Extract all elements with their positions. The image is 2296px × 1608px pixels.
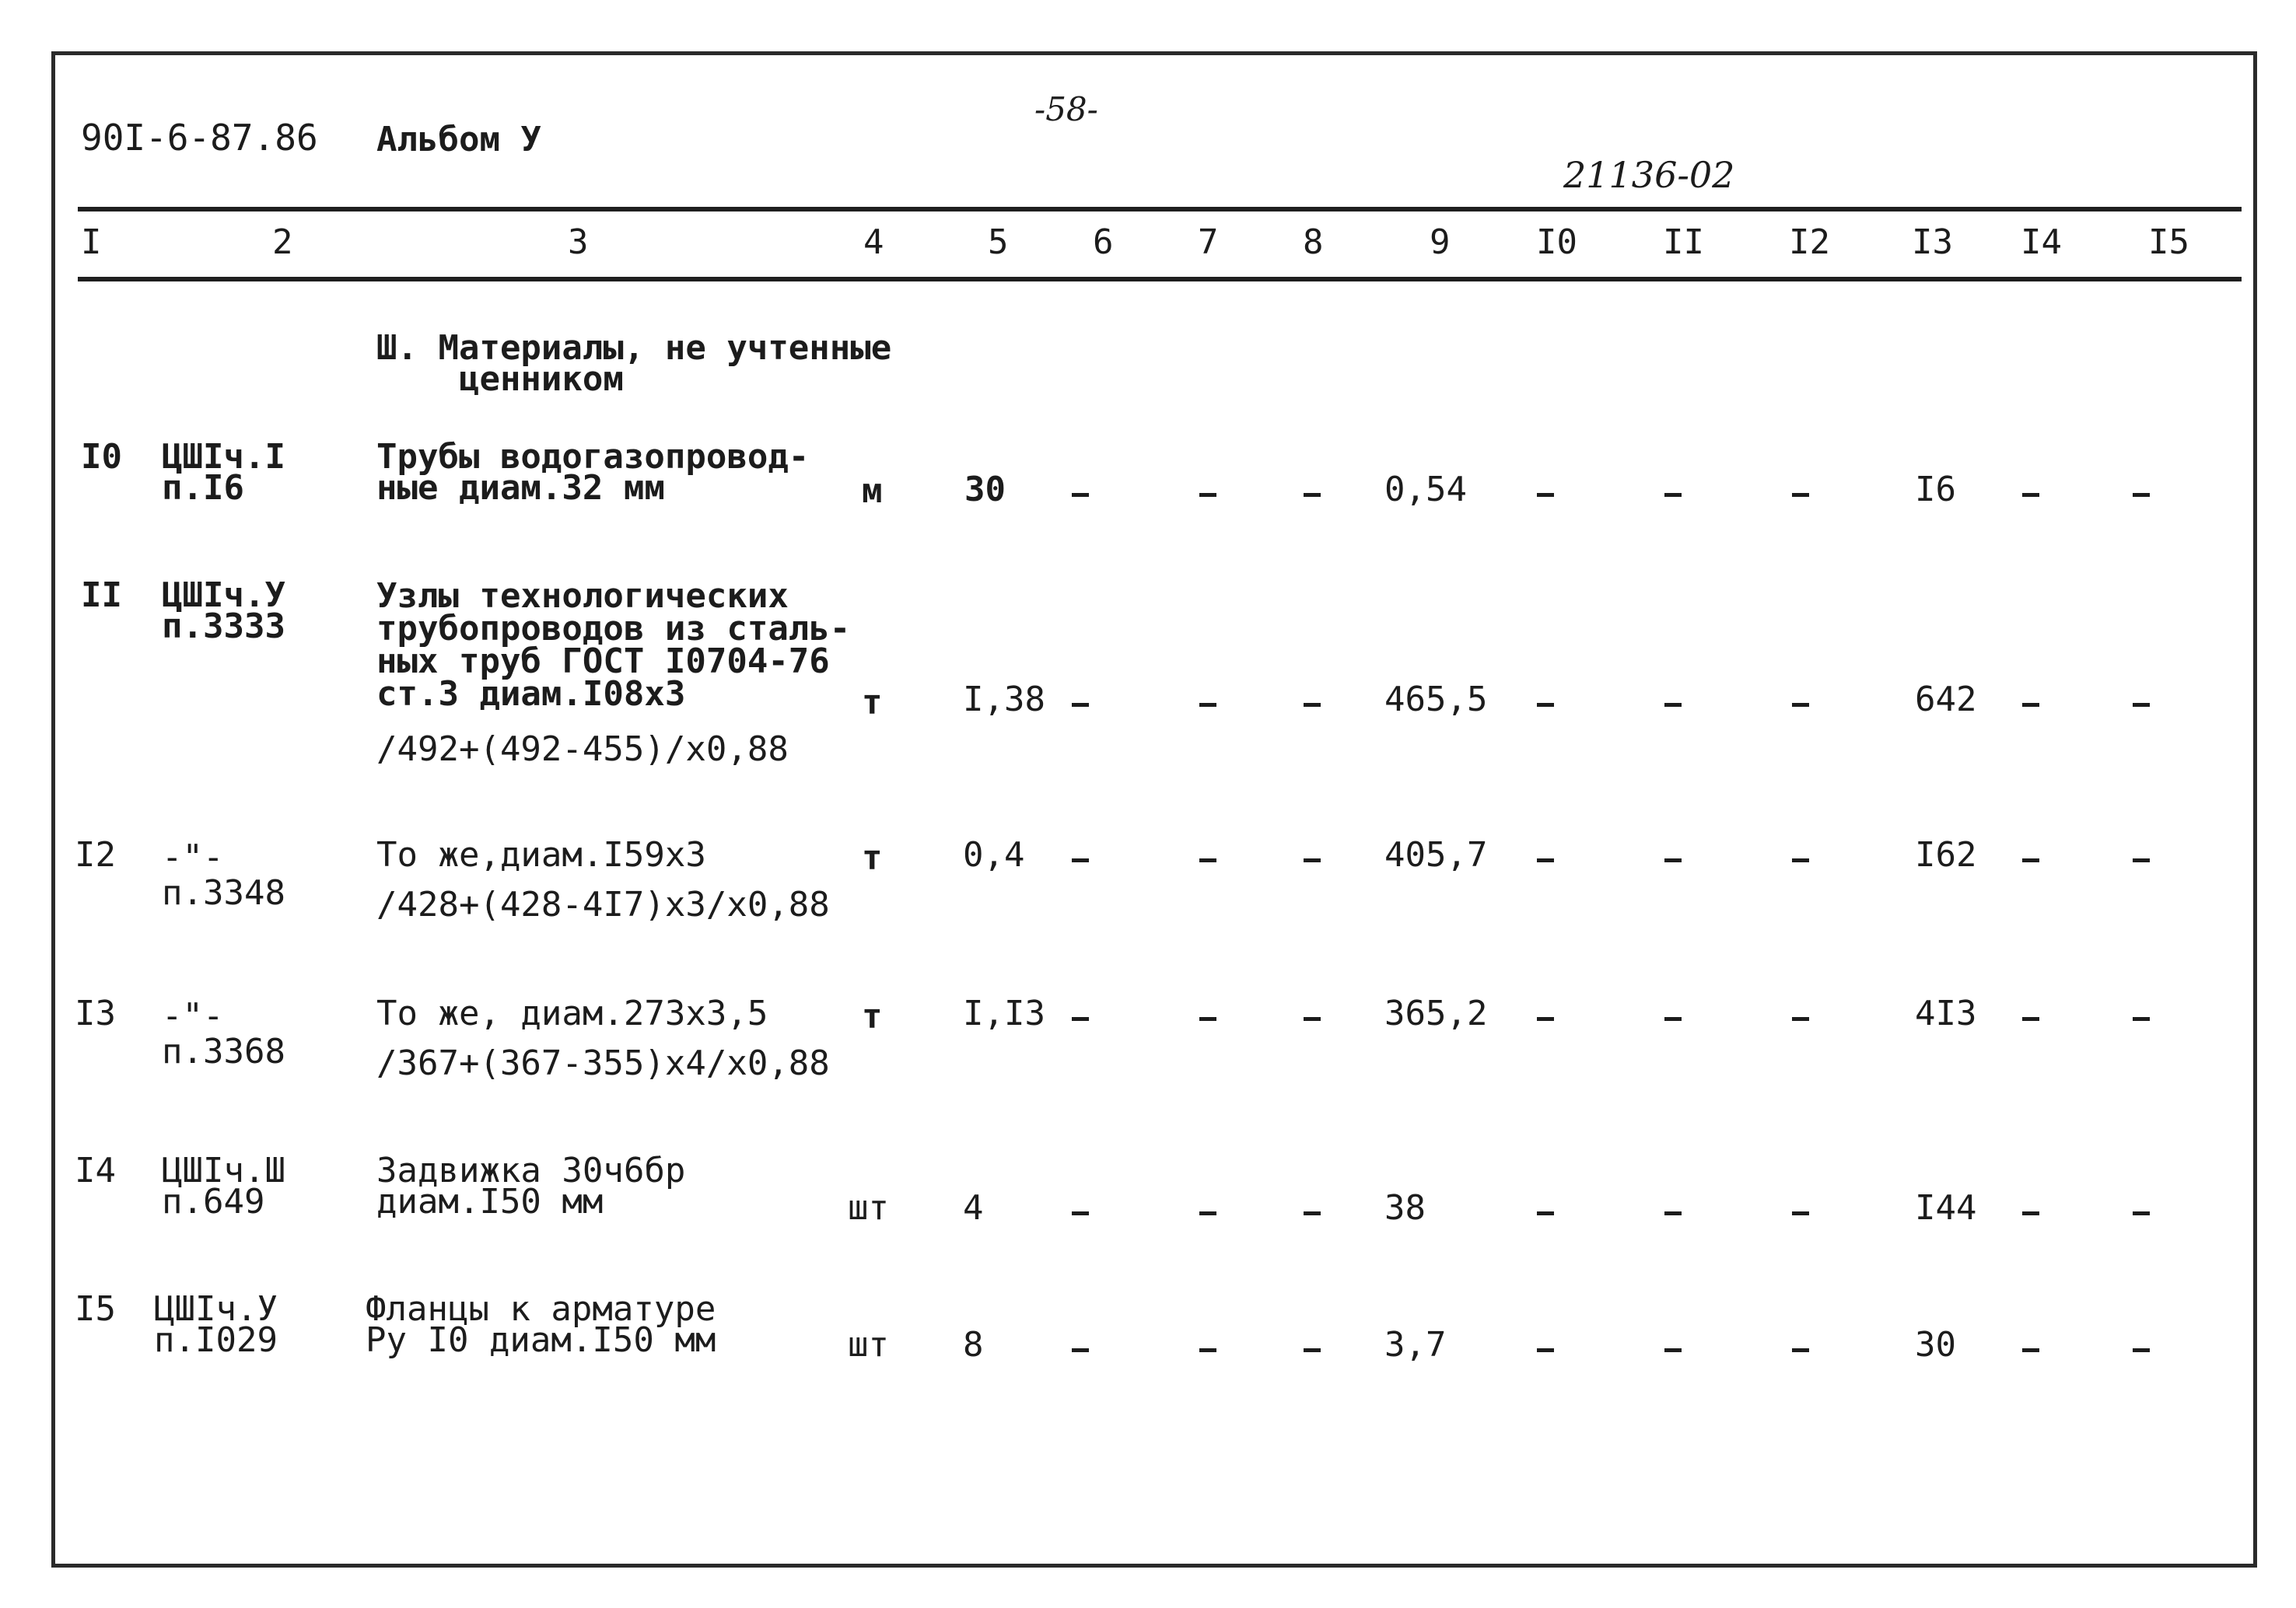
empty-dash	[1304, 858, 1321, 862]
row-description: Задвижка 30ч6бр диам.I50 мм	[376, 1151, 686, 1222]
row-unit: т	[862, 683, 883, 722]
header-rule-top	[78, 207, 2242, 211]
empty-dash	[1072, 1017, 1089, 1021]
empty-dash	[1072, 1211, 1089, 1215]
row-number: I3	[75, 994, 116, 1033]
row-quantity: 0,4	[963, 835, 1025, 875]
header-rule-bottom	[78, 277, 2242, 281]
row-unit: шт	[848, 1188, 889, 1228]
row-quantity: I,I3	[963, 994, 1045, 1033]
row-reference: ЦШIч.I п.I6	[162, 437, 285, 508]
empty-dash	[1664, 1017, 1682, 1021]
column-number: 6	[1093, 222, 1114, 262]
empty-dash	[1199, 1348, 1216, 1352]
row-reference: -"- п.3368	[162, 996, 285, 1071]
row-description: То же,диам.I59x3	[376, 835, 706, 875]
empty-dash	[1537, 703, 1554, 707]
row-description: Фланцы к арматуре Ру I0 диам.I50 мм	[366, 1289, 716, 1360]
empty-dash	[2133, 1348, 2150, 1352]
empty-dash	[1072, 703, 1089, 707]
row-number: I0	[81, 437, 122, 477]
column-number: 5	[988, 222, 1009, 262]
row-unit: т	[862, 838, 883, 878]
row-total: 4I3	[1915, 994, 1977, 1033]
album-label: Альбом У	[376, 120, 541, 159]
empty-dash	[1537, 493, 1554, 497]
empty-dash	[1199, 703, 1216, 707]
column-number: 7	[1198, 222, 1219, 262]
row-description: Трубы водогазопровод- ные диам.32 мм	[376, 437, 810, 508]
row-formula: /367+(367-355)x4/x0,88	[376, 1043, 830, 1083]
row-reference: ЦШIч.У п.I029	[154, 1289, 278, 1360]
empty-dash	[1304, 1348, 1321, 1352]
empty-dash	[1537, 1211, 1554, 1215]
row-price: 38	[1384, 1188, 1426, 1228]
empty-dash	[1664, 858, 1682, 862]
empty-dash	[2022, 703, 2039, 707]
column-number: I3	[1912, 222, 1953, 262]
page-number: -58-	[1034, 90, 1098, 128]
document-code: 90I-6-87.86	[81, 117, 318, 159]
empty-dash	[1199, 858, 1216, 862]
empty-dash	[1304, 1017, 1321, 1021]
column-number: 9	[1430, 222, 1451, 262]
column-number: 2	[272, 222, 293, 262]
column-number: I4	[2021, 222, 2062, 262]
empty-dash	[1072, 858, 1089, 862]
section-title: Ш. Материалы, не учтенные ценником	[376, 328, 892, 399]
reference-number: 21136-02	[1563, 154, 1735, 196]
empty-dash	[1664, 1348, 1682, 1352]
empty-dash	[1792, 493, 1809, 497]
empty-dash	[2022, 493, 2039, 497]
row-number: I4	[75, 1151, 116, 1190]
empty-dash	[1664, 493, 1682, 497]
column-number: 4	[863, 222, 884, 262]
column-number: I5	[2148, 222, 2189, 262]
empty-dash	[2022, 1348, 2039, 1352]
empty-dash	[1072, 1348, 1089, 1352]
row-number: I5	[75, 1289, 116, 1329]
column-number: I0	[1536, 222, 1577, 262]
row-formula: /428+(428-4I7)x3/x0,88	[376, 885, 830, 925]
empty-dash	[1792, 1211, 1809, 1215]
empty-dash	[2133, 703, 2150, 707]
empty-dash	[1199, 1017, 1216, 1021]
row-unit: шт	[848, 1325, 889, 1365]
empty-dash	[1792, 858, 1809, 862]
row-formula: /492+(492-455)/x0,88	[376, 729, 789, 769]
empty-dash	[1304, 703, 1321, 707]
empty-dash	[2133, 858, 2150, 862]
empty-dash	[1792, 703, 1809, 707]
row-price: 3,7	[1384, 1325, 1447, 1365]
row-number: I2	[75, 835, 116, 875]
empty-dash	[1792, 1017, 1809, 1021]
empty-dash	[1537, 858, 1554, 862]
empty-dash	[1664, 1211, 1682, 1215]
row-quantity: 30	[964, 470, 1006, 509]
empty-dash	[1199, 493, 1216, 497]
column-number: 8	[1303, 222, 1324, 262]
row-quantity: I,38	[963, 680, 1045, 719]
row-unit: м	[862, 471, 883, 511]
row-price: 405,7	[1384, 835, 1488, 875]
empty-dash	[1664, 703, 1682, 707]
row-number: II	[81, 575, 122, 615]
column-number: 3	[568, 222, 589, 262]
row-total: I62	[1915, 835, 1977, 875]
empty-dash	[1072, 493, 1089, 497]
row-total: 642	[1915, 680, 1977, 719]
row-price: 465,5	[1384, 680, 1488, 719]
row-total: 30	[1915, 1325, 1956, 1365]
empty-dash	[1792, 1348, 1809, 1352]
empty-dash	[1537, 1017, 1554, 1021]
empty-dash	[2022, 858, 2039, 862]
empty-dash	[2022, 1017, 2039, 1021]
row-reference: -"- п.3348	[162, 837, 285, 913]
row-quantity: 4	[963, 1188, 984, 1228]
empty-dash	[2022, 1211, 2039, 1215]
empty-dash	[2133, 1211, 2150, 1215]
column-number: I2	[1789, 222, 1830, 262]
empty-dash	[1304, 493, 1321, 497]
row-unit: т	[862, 997, 883, 1036]
row-total: I6	[1915, 470, 1956, 509]
empty-dash	[2133, 493, 2150, 497]
empty-dash	[1304, 1211, 1321, 1215]
row-price: 0,54	[1384, 470, 1467, 509]
row-reference: ЦШIч.У п.3333	[162, 575, 285, 646]
row-description: То же, диам.273x3,5	[376, 994, 768, 1033]
row-description: Узлы технологических трубопроводов из сталь- ных труб ГОСТ I0704-76 ст.3 диам.I08x3	[376, 576, 851, 714]
row-quantity: 8	[963, 1325, 984, 1365]
row-total: I44	[1915, 1188, 1977, 1228]
column-number: I	[81, 222, 102, 262]
column-number: II	[1663, 222, 1704, 262]
row-price: 365,2	[1384, 994, 1488, 1033]
empty-dash	[1537, 1348, 1554, 1352]
empty-dash	[2133, 1017, 2150, 1021]
row-reference: ЦШIч.Ш п.649	[162, 1151, 285, 1222]
empty-dash	[1199, 1211, 1216, 1215]
